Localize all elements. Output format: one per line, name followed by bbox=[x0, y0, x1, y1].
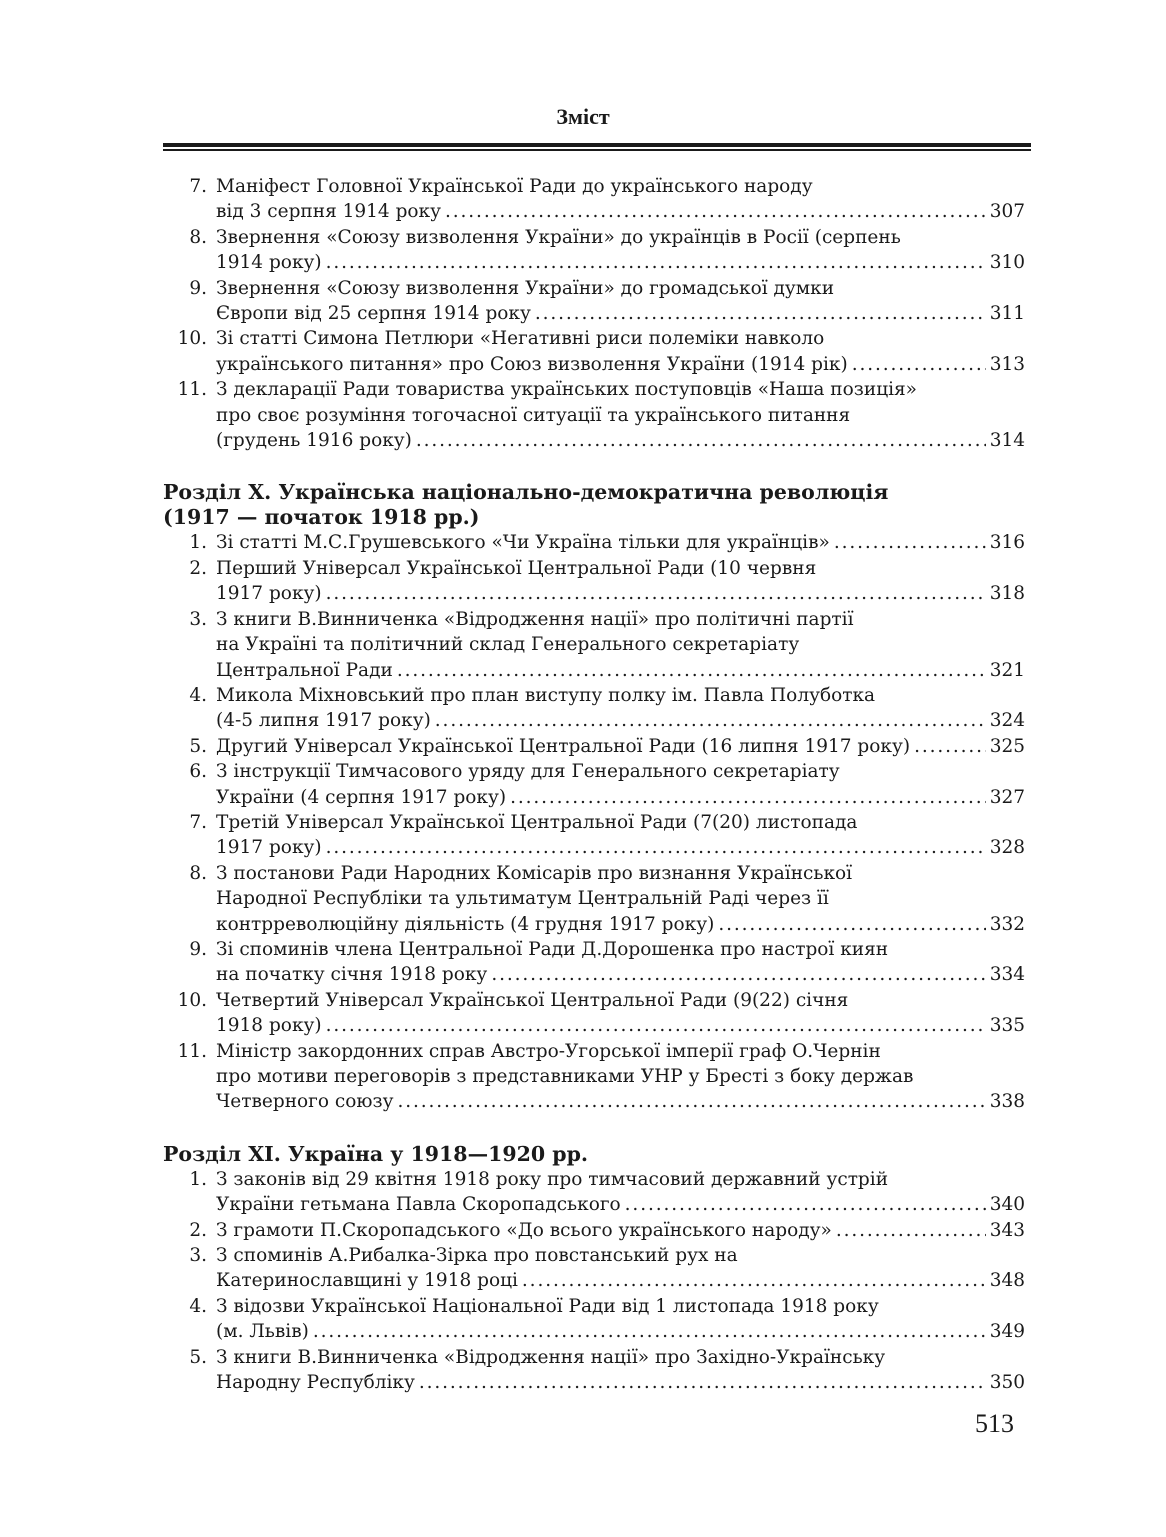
entry-page-number: 325 bbox=[989, 735, 1025, 757]
dot-leader bbox=[522, 1268, 986, 1293]
entry-title-line: про мотиви переговорів з представниками УНР у Бресті з боку держав bbox=[216, 1066, 914, 1087]
toc-entry[interactable] bbox=[163, 607, 1025, 683]
toc-entry[interactable] bbox=[163, 174, 1025, 225]
chapter-heading-line: (1917 — початок 1918 рр.) bbox=[163, 505, 480, 530]
entry-number: 4. bbox=[189, 1295, 207, 1317]
entry-title-line: З книги В.Винниченка «Відродження нації» про Західно-Українську bbox=[216, 1346, 886, 1368]
dot-leader bbox=[510, 785, 986, 810]
entry-title-line: Центральної Ради bbox=[216, 659, 393, 681]
entry-page-number: 316 bbox=[989, 532, 1025, 554]
entry-page-number: 328 bbox=[989, 837, 1025, 859]
entry-title-line: про своє розуміння тогочасної ситуації та українського питання bbox=[216, 404, 851, 426]
dot-leader bbox=[834, 530, 986, 555]
entry-title-line: Катеринославщині у 1918 році bbox=[216, 1270, 518, 1292]
entry-page-number: 340 bbox=[989, 1194, 1025, 1216]
entry-page-number: 335 bbox=[989, 1015, 1025, 1037]
toc-entry[interactable] bbox=[163, 1243, 1025, 1294]
entry-number: 7. bbox=[189, 811, 207, 833]
chapter-heading bbox=[163, 480, 1025, 530]
entry-title-line: Зі статті Симона Петлюри «Негативні риси полеміки навколо bbox=[216, 328, 825, 350]
entry-title-line: З книги В.Винниченка «Відродження нації» про політичні партії bbox=[216, 608, 854, 630]
dot-leader bbox=[326, 835, 986, 860]
entry-title-line: Третій Універсал Української Центральної Ради (7(20) листопада bbox=[216, 811, 858, 833]
entry-number: 6. bbox=[189, 761, 207, 783]
toc-entry[interactable] bbox=[163, 1294, 1025, 1345]
toc-entry[interactable] bbox=[163, 734, 1025, 759]
entry-title-line: Четверного союзу bbox=[216, 1091, 394, 1113]
header-rule-thick bbox=[163, 143, 1031, 147]
dot-leader bbox=[491, 962, 985, 987]
toc-entry[interactable] bbox=[163, 276, 1025, 327]
entry-number: 2. bbox=[189, 1219, 207, 1241]
toc-entry[interactable] bbox=[163, 988, 1025, 1039]
entry-title-line: 1918 року) bbox=[216, 1015, 322, 1037]
page-title: Зміст bbox=[556, 104, 610, 129]
entry-number: 3. bbox=[189, 1245, 207, 1267]
entry-title-line: З законів від 29 квітня 1918 року про тимчасовий державний устрій bbox=[216, 1168, 889, 1190]
chapter-heading-line: Розділ XI. Україна у 1918—1920 рр. bbox=[163, 1141, 589, 1166]
page-number: 513 bbox=[975, 1409, 1014, 1438]
entry-title-line: від 3 серпня 1914 року bbox=[216, 201, 442, 223]
entry-number: 2. bbox=[189, 557, 207, 579]
entry-title-line: 1917 року) bbox=[216, 837, 322, 859]
entry-title-line: 1914 року) bbox=[216, 252, 322, 274]
toc-entry[interactable] bbox=[163, 759, 1025, 810]
entry-title-line: Зі статті М.С.Грушевського «Чи Україна тільки для українців» bbox=[216, 532, 830, 554]
entry-page-number: 307 bbox=[989, 201, 1025, 223]
entry-page-number: 348 bbox=[989, 1270, 1025, 1292]
entry-title-line: українського питання» про Союз визволення України (1914 рік) bbox=[216, 353, 848, 375]
entry-number: 11. bbox=[177, 379, 207, 401]
toc-entry[interactable] bbox=[163, 683, 1025, 734]
entry-title-line: Народної Республіки та ультиматум Центральній Раді через її bbox=[216, 888, 829, 910]
entry-number: 9. bbox=[189, 938, 207, 960]
entry-page-number: 349 bbox=[989, 1321, 1025, 1343]
entry-page-number: 350 bbox=[989, 1372, 1025, 1394]
header-rule-thin bbox=[163, 149, 1031, 151]
entry-number: 4. bbox=[189, 684, 207, 706]
dot-leader bbox=[326, 1013, 986, 1038]
toc-entry[interactable] bbox=[163, 937, 1025, 988]
dot-leader bbox=[718, 912, 985, 937]
dot-leader bbox=[326, 581, 986, 606]
entry-title-line: (4-5 липня 1917 року) bbox=[216, 710, 431, 732]
entry-title-line: контрреволюційну діяльність (4 грудня 1917 року) bbox=[216, 913, 715, 935]
dot-leader bbox=[397, 658, 986, 683]
toc-entry[interactable] bbox=[163, 1167, 1025, 1218]
entry-title-line: Перший Універсал Української Центральної Ради (10 червня bbox=[216, 557, 817, 579]
toc-entry[interactable] bbox=[163, 1345, 1025, 1396]
dot-leader bbox=[435, 708, 986, 733]
entry-number: 11. bbox=[177, 1040, 207, 1062]
entry-title-line: (м. Львів) bbox=[216, 1321, 309, 1343]
entry-page-number: 310 bbox=[989, 252, 1025, 274]
entry-title-line: З споминів А.Рибалка-Зірка про повстанський рух на bbox=[216, 1245, 738, 1267]
toc-entry[interactable] bbox=[163, 861, 1025, 937]
entry-number: 8. bbox=[189, 862, 207, 884]
entry-title-line: Зі споминів члена Центральної Ради Д.Дорошенка про настрої киян bbox=[216, 938, 889, 960]
entry-number: 9. bbox=[189, 277, 207, 299]
toc-entry[interactable] bbox=[163, 810, 1025, 861]
entry-number: 5. bbox=[189, 735, 207, 757]
entry-title-line: Звернення «Союзу визволення України» до громадської думки bbox=[216, 277, 835, 299]
entry-title-line: Другий Універсал Української Центральної Ради (16 липня 1917 року) bbox=[216, 735, 911, 757]
dot-leader bbox=[836, 1218, 986, 1243]
entry-page-number: 321 bbox=[989, 659, 1025, 681]
toc-entry[interactable] bbox=[163, 225, 1025, 276]
entry-title-line: на Україні та політичний склад Генерального секретаріату bbox=[216, 634, 800, 656]
entry-title-line: Міністр закордонних справ Австро-Угорської імперії граф О.Чернін bbox=[216, 1040, 881, 1062]
toc-entry[interactable] bbox=[163, 1218, 1025, 1243]
toc-entry[interactable] bbox=[163, 1039, 1025, 1115]
chapter-heading bbox=[163, 1142, 1025, 1167]
dot-leader bbox=[914, 734, 986, 759]
entry-title-line: З відозви Української Національної Ради від 1 листопада 1918 року bbox=[216, 1295, 879, 1317]
toc-entry[interactable] bbox=[163, 556, 1025, 607]
entry-page-number: 318 bbox=[989, 583, 1025, 605]
entry-page-number: 334 bbox=[989, 964, 1025, 986]
entry-title-line: З інструкції Тимчасового уряду для Генерального секретаріату bbox=[216, 761, 840, 783]
entry-page-number: 324 bbox=[989, 710, 1025, 732]
entry-number: 10. bbox=[177, 989, 207, 1011]
entry-page-number: 327 bbox=[989, 786, 1025, 808]
entry-title-line: З постанови Ради Народних Комісарів про визнання Української bbox=[216, 862, 853, 884]
toc-entry[interactable] bbox=[163, 530, 1025, 555]
entry-title-line: 1917 року) bbox=[216, 583, 322, 605]
entry-title-line: (грудень 1916 року) bbox=[216, 430, 412, 452]
entry-number: 7. bbox=[189, 176, 207, 197]
entry-title-line: З декларації Ради товариства українських поступовців «Наша позиція» bbox=[216, 379, 917, 401]
entry-page-number: 311 bbox=[989, 303, 1025, 325]
dot-leader bbox=[397, 1089, 985, 1114]
dot-leader bbox=[326, 250, 986, 275]
table-of-contents bbox=[163, 174, 1025, 1395]
dot-leader bbox=[852, 352, 986, 377]
entry-title-line: Микола Міхновський про план виступу полку ім. Павла Полуботка bbox=[216, 684, 876, 706]
entry-title-line: Європи від 25 серпня 1914 року bbox=[216, 303, 531, 325]
entry-page-number: 332 bbox=[989, 913, 1025, 935]
dot-leader bbox=[445, 199, 986, 224]
dot-leader bbox=[416, 428, 986, 453]
entry-title-line: Четвертий Універсал Української Центральної Ради (9(22) січня bbox=[216, 989, 849, 1011]
toc-entry[interactable] bbox=[163, 326, 1025, 377]
entry-number: 5. bbox=[189, 1346, 207, 1368]
entry-number: 1. bbox=[189, 532, 207, 554]
entry-page-number: 313 bbox=[989, 353, 1025, 375]
entry-title-line: Маніфест Головної Української Ради до українського народу bbox=[216, 176, 813, 197]
toc-entry[interactable] bbox=[163, 377, 1025, 453]
dot-leader bbox=[535, 301, 986, 326]
entry-number: 3. bbox=[189, 608, 207, 630]
entry-number: 8. bbox=[189, 226, 207, 248]
chapter-heading-line: Розділ X. Українська національно-демократична революція bbox=[163, 480, 889, 505]
entry-title-line: України гетьмана Павла Скоропадського bbox=[216, 1194, 621, 1216]
entry-title-line: Народну Республіку bbox=[216, 1372, 415, 1394]
entry-title-line: на початку січня 1918 року bbox=[216, 964, 488, 986]
entry-title-line: України (4 серпня 1917 року) bbox=[216, 786, 507, 808]
entry-page-number: 338 bbox=[989, 1091, 1025, 1113]
entry-page-number: 314 bbox=[989, 430, 1025, 452]
dot-leader bbox=[313, 1319, 986, 1344]
entry-page-number: 343 bbox=[989, 1219, 1025, 1241]
entry-number: 10. bbox=[177, 328, 207, 350]
dot-leader bbox=[625, 1192, 986, 1217]
dot-leader bbox=[419, 1370, 986, 1395]
entry-title-line: З грамоти П.Скоропадського «До всього українського народу» bbox=[216, 1219, 832, 1241]
entry-title-line: Звернення «Союзу визволення України» до українців в Росії (серпень bbox=[216, 226, 901, 248]
entry-number: 1. bbox=[189, 1168, 207, 1190]
